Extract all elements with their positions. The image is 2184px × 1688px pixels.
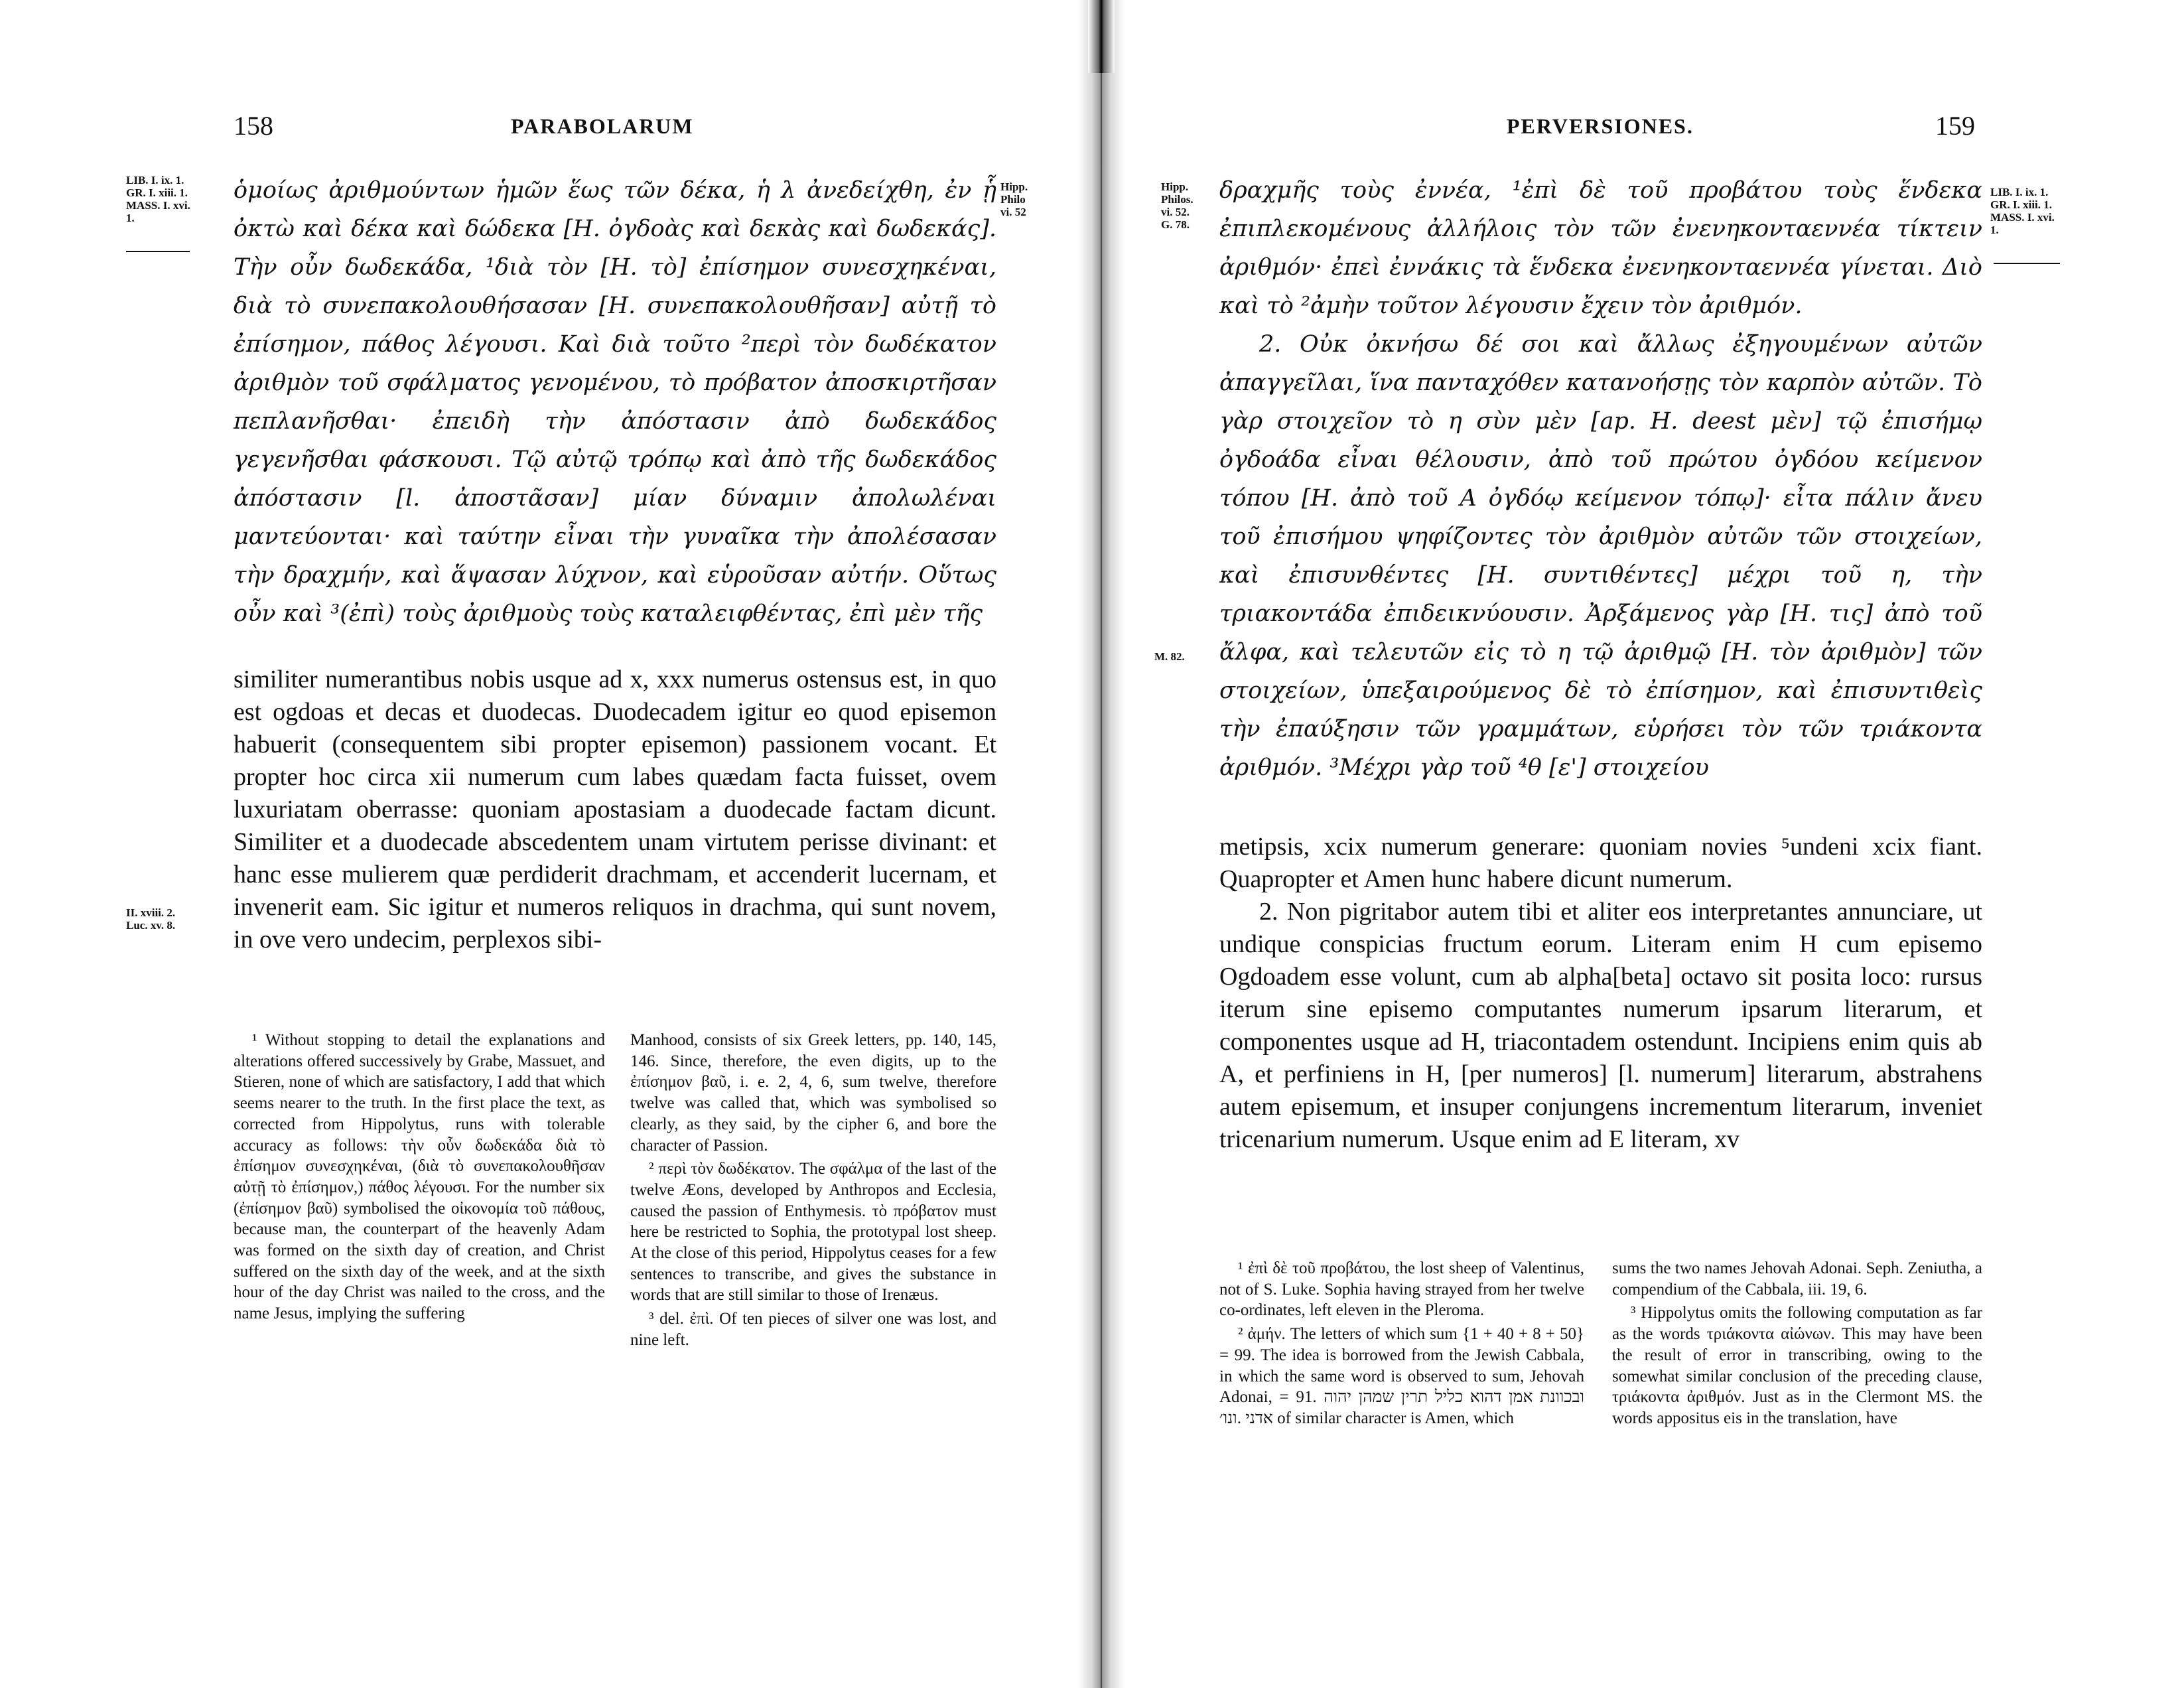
footnote: sums the two names Jehovah Adonai. Seph. Zeniutha, a compendium of the Cabbala, iii. 19, 6. bbox=[1612, 1259, 1982, 1299]
footnotes-column-1 bbox=[234, 1030, 605, 1327]
footnotes-column-1 bbox=[1219, 1258, 1584, 1432]
greek-text bbox=[1219, 171, 1982, 787]
latin-paragraph: 2. Non pigritabor autem tibi et aliter eos interpretantes annunciare, ut undique conspicias fructum eorum. Literam enim H cum episemo Ogdoadem esse volunt, cum ab alpha[beta] octavo sit posita loco: rursus iterum sine episemo computantes numerum ipsarum literarum, et componentes usque ad H, triacontadem ostendunt. Incipiens enim quis ab A, et perfiniens in H, [per numeros] [l. numerum] literarum, abstrahens autem episemum, et insuper conjungens incrementum literarum, inveniet tricenarium numerum. Usque enim ad E literam, xv bbox=[1219, 898, 1982, 1153]
running-head: PERVERSIONES. bbox=[1507, 114, 1694, 138]
footnote: ¹ Without stopping to detail the explanations and alterations offered successively by Grabe, Massuet, and Stieren, none of which are satisfactory, I add that which seems nearer to the truth. In the first place the text, as corrected from Hippolytus, runs with tolerable accuracy as follows: τὴν οὖν δωδεκάδα διὰ τὸ ἐπίσημον συνεσχηκέναι, (διὰ τὸ συνεπακολουθῆσαν αὐτῇ τὸ ἐπίσημον,) πάθος λέγουσι. For the number six (ἐπίσημον βαῦ) symbolised the οἰκονομία τοῦ πάθους, because man, the counterpart of the heavenly Adam was formed on the sixth day of creation, and Christ suffered on the sixth day of the week, and at the sixth hour of the day Christ was nailed to the cross, and the name Jesus, implying the suffering bbox=[234, 1031, 605, 1323]
margin-reference-hipp: Hipp. Philos. vi. 52. G. 78. bbox=[1161, 180, 1194, 231]
page-number: 159 bbox=[1935, 111, 1975, 141]
footnote: ² ἀμήν. The letters of which sum {1 + 40 + 8 + 50} = 99. The idea is borrowed from the Jewish Cabbala, in which the same word is observed to sum, Jehovah Adonai, = 91. ובכוונת אמן דהוא כליל תרין שמהן יהוה אדני ‏.ונו׳ of similar character is Amen, which bbox=[1219, 1325, 1584, 1427]
right-page bbox=[1125, 0, 2184, 1688]
footnote: ³ del. ἐπὶ. Of ten pieces of silver one was lost, and nine left. bbox=[630, 1310, 996, 1349]
left-page bbox=[0, 0, 1078, 1688]
latin-text bbox=[234, 664, 996, 956]
margin-reference: LIB. I. ix. 1. GR. I. xiii. 1. MASS. I. xvi. 1. bbox=[126, 174, 190, 224]
greek-paragraph: 2. Οὐκ ὀκνήσω δέ σοι καὶ ἄλλως ἐξηγουμένων αὐτῶν ἀπαγγεῖλαι, ἵνα πανταχόθεν κατανοήσῃς τὸν καρπὸν αὐτῶν. Τὸ γὰρ στοιχεῖον τὸ η σὺν μὲν [ap. H. deest μὲν] τῷ ἐπισήμῳ ὀγδοάδα εἶναι θέλουσιν, ἀπὸ τοῦ πρώτου ὀγδόου κείμενον τόπου [Η. ἀπὸ τοῦ Α ὀγδόῳ κείμενον τόπῳ]· εἶτα πάλιν ἄνευ τοῦ ἐπισήμου ψηφίζοντες τὸν ἀριθμὸν αὐτῶν τῶν στοιχείων, καὶ ἐπισυνθέντες [Η. συντιθέντες] μέχρι τοῦ η, τὴν τριακοντάδα ἐπιδεικνύουσιν. Ἀρξάμενος γὰρ [Η. τις] ἀπὸ τοῦ ἄλφα, καὶ τελευτῶν εἰς τὸ η τῷ ἀριθμῷ [Η. τὸν ἀριθμὸν] τῶν στοιχείων, ὑπεξαιρούμενος δὲ τὸ ἐπίσημον, καὶ ἐπισυντιθεὶς τὴν ἐπαύξησιν τῶν γραμμάτων, εὑρήσει τὸν τῶν τριάκοντα ἀριθμόν. ³Μέχρι γὰρ τοῦ ⁴θ [ε'] στοιχείου bbox=[1219, 331, 1982, 781]
latin-paragraph: metipsis, xcix numerum generare: quoniam novies ⁵undeni xcix fiant. Quapropter et Amen hunc habere dicunt numerum. bbox=[1219, 833, 1982, 893]
latin-paragraph: similiter numerantibus nobis usque ad x, xxx numerus ostensus est, in quo est ogdoas et decas et duodecas. Duodecadem igitur eo quod episemon habuerit (consequentem sibi propter episemon) passionem vocant. Et propter hoc circa xii numerum cum labes quædam facta fuisset, ovem luxuriatam oberrasse: quoniam apostasiam a duodecade factam dicunt. Similiter et a duodecade abscedentem unam virtutem perisse divinant: et hanc esse mulierem quæ perdiderit drachmam, et accenderit lucernam, et invenerit eam. Sic igitur et numeros reliquos in drachma, qui sunt novem, in ove vero undecim, perplexos sibi- bbox=[234, 666, 996, 953]
greek-paragraph: ὁμοίως ἀριθμούντων ἡμῶν ἕως τῶν δέκα, ἡ λ ἀνεδείχθη, ἐν ᾗ ὀκτὼ καὶ δέκα καὶ δώδεκα [Η. ὀγδοὰς καὶ δεκὰς καὶ δωδεκάς]. Τὴν οὖν δωδεκάδα, ¹διὰ τὸν [Η. τὸ] ἐπίσημον συνεσχηκέναι, διὰ τὸ συνεπακολουθήσασαν [Η. συνεπακολουθῆσαν] αὐτῇ τὸ ἐπίσημον, πάθος λέγουσι. Καὶ διὰ τοῦτο ²περὶ τὸν δωδέκατον ἀριθμὸν τοῦ σφάλματος γενομένου, τὸ πρόβατον ἀποσκιρτῆσαν πεπλανῆσθαι· ἐπειδὴ τὴν ἀπόστασιν ἀπὸ δωδεκάδος γεγενῆσθαι φάσκουσι. Τῷ αὐτῷ τρόπῳ καὶ ἀπὸ τῆς δωδεκάδος ἀπόστασιν [l. ἀποστᾶσαν] μίαν δύναμιν ἀπολωλέναι μαντεύονται· καὶ ταύτην εἶναι τὴν γυναῖκα τὴν ἀπολέσασαν τὴν δραχμήν, καὶ ἅψασαν λύχνον, καὶ εὑροῦσαν αὐτήν. Οὕτως οὖν καὶ ³(ἐπὶ) τοὺς ἀριθμοὺς τοὺς καταλειφθέντας, ἐπὶ μὲν τῆς bbox=[234, 177, 996, 627]
margin-reference: LIB. I. ix. 1. GR. I. xiii. 1. MASS. I. xvi. 1. bbox=[1990, 186, 2055, 236]
margin-reference-luke: II. xviii. 2. Luc. xv. 8. bbox=[126, 906, 176, 932]
greek-paragraph: δραχμῆς τοὺς ἐννέα, ¹ἐπὶ δὲ τοῦ προβάτου τοὺς ἕνδεκα ἐπιπλεκομένους ἀλλήλοις τὸν τῶν ἐνενηκονταεννέα τίκτειν ἀριθμόν· ἐπεὶ ἐννάκις τὰ ἕνδεκα ἐνενηκονταεννέα γίνεται. Διὸ καὶ τὸ ²ἀμὴν τοῦτον λέγουσιν ἔχειν τὸν ἀριθμόν. bbox=[1219, 177, 1982, 319]
margin-rule bbox=[126, 251, 190, 252]
footnotes-column-2 bbox=[1612, 1258, 1982, 1432]
margin-reference-hipp: Hipp. Philo vi. 52 bbox=[1000, 180, 1028, 218]
running-head: PARABOLARUM bbox=[511, 114, 694, 138]
book-gutter bbox=[1078, 0, 1125, 1688]
footnote: ¹ ἐπὶ δὲ τοῦ προβάτου, the lost sheep of Valentinus, not of S. Luke. Sophia having strayed from her twelve co-ordinates, left eleven in the Pleroma. bbox=[1219, 1259, 1584, 1320]
footnote: ³ Hippolytus omits the following computation as far as the words τριάκοντα αἰώνων. This may have been the result of error in transcribing, owing to the somewhat similar conclusion of the preceding clause, τριάκοντα ἀριθμόν. Just as in the Clermont MS. the words appositus eis in the translation, have bbox=[1612, 1304, 1982, 1427]
greek-text bbox=[234, 171, 996, 633]
footnotes-column-2 bbox=[630, 1030, 996, 1354]
margin-reference-m: M. 82. bbox=[1154, 650, 1185, 663]
latin-text bbox=[1219, 831, 1982, 1156]
footnote: Manhood, consists of six Greek letters, pp. 140, 145, 146. Since, therefore, the even digits, up to the ἐπίσημον βαῦ, i. e. 2, 4, 6, sum twelve, therefore twelve was called that, which was symbolised so clearly, as they said, by the cipher 6, and bore the character of Passion. bbox=[630, 1031, 996, 1155]
gutter-shadow bbox=[1088, 0, 1115, 73]
footnote: ² περὶ τὸν δωδέκατον. The σφάλμα of the last of the twelve Æons, developed by Anthropos and Ecclesia, caused the passion of Enthymesis. τὸ πρόβατον must here be restricted to Sophia, the prototypal lost sheep. At the close of this period, Hippolytus ceases for a few sentences to transcribe, and gives the substance in words that are still similar to those of Irenæus. bbox=[630, 1160, 996, 1304]
margin-rule bbox=[1994, 263, 2060, 264]
page-number: 158 bbox=[234, 111, 273, 141]
